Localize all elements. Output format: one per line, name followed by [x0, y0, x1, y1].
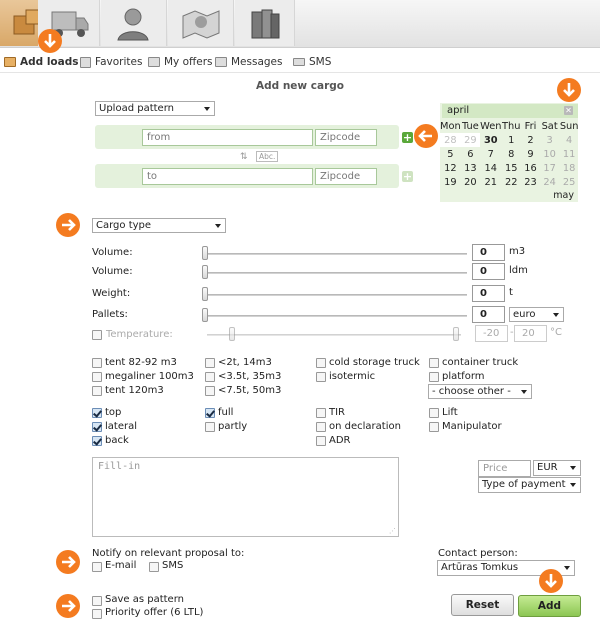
- measure-label: Weight:: [92, 288, 131, 299]
- calendar-day[interactable]: 4: [566, 134, 573, 146]
- calendar-day[interactable]: 30: [483, 134, 498, 146]
- calendar-day[interactable]: 28: [440, 133, 461, 147]
- swap-arrows-icon[interactable]: ⇅: [240, 152, 248, 162]
- calendar-day[interactable]: 21: [484, 176, 497, 188]
- loading-type-label: ADR: [329, 435, 351, 446]
- temperature-min-input[interactable]: -20: [475, 325, 508, 342]
- swap-label[interactable]: Abc.: [256, 151, 278, 162]
- calendar-day[interactable]: 11: [562, 148, 576, 160]
- nav-messages[interactable]: [215, 54, 283, 70]
- calendar-day[interactable]: 8: [508, 148, 515, 160]
- documents-icon[interactable]: [235, 0, 295, 46]
- calendar-day[interactable]: 13: [464, 162, 477, 174]
- calendar-day[interactable]: 14: [484, 162, 497, 174]
- temperature-min-knob[interactable]: [229, 327, 235, 341]
- from-zipcode-input[interactable]: Zipcode: [315, 129, 377, 146]
- loading-type-label: Lift: [442, 407, 458, 418]
- payment-type-select[interactable]: Type of payment: [478, 477, 581, 493]
- loading-type-checkbox[interactable]: [205, 422, 215, 432]
- measure-label: Pallets:: [92, 309, 128, 320]
- loading-type-checkbox[interactable]: [429, 408, 439, 418]
- calendar-day[interactable]: 17: [543, 162, 556, 174]
- calendar-weekday: Sun: [559, 120, 579, 132]
- calendar-day[interactable]: 15: [505, 162, 518, 174]
- calendar-day[interactable]: 5: [447, 148, 454, 160]
- loading-type-checkbox[interactable]: [429, 422, 439, 432]
- measure-slider-knob[interactable]: [202, 308, 208, 322]
- truck-type-checkbox[interactable]: [92, 386, 102, 396]
- loading-type-checkbox[interactable]: [316, 436, 326, 446]
- truck-type-checkbox[interactable]: [429, 358, 439, 368]
- calendar-day[interactable]: 24: [543, 176, 556, 188]
- add-button[interactable]: Add: [518, 595, 581, 617]
- inbox-icon: [215, 57, 227, 67]
- hint-arrow-left-icon: [414, 124, 438, 148]
- calendar-next-month[interactable]: may: [553, 190, 574, 201]
- truck-type-label: container truck: [442, 357, 519, 368]
- calendar-weekday: Sat: [541, 120, 558, 132]
- loading-type-label: Manipulator: [442, 421, 502, 432]
- temperature-slider-track[interactable]: [207, 334, 461, 336]
- close-icon[interactable]: ✕: [565, 106, 572, 115]
- star-icon: [80, 57, 91, 68]
- pallet-type-select[interactable]: euro: [509, 307, 564, 322]
- hint-arrow-right-icon-3: [56, 594, 80, 618]
- measure-value-input[interactable]: 0: [472, 306, 505, 323]
- add-loads-icon: [4, 57, 16, 67]
- calendar-day[interactable]: 6: [467, 148, 474, 160]
- notify-email-checkbox[interactable]: [92, 562, 102, 572]
- nav-favorites-label: Favorites: [95, 56, 143, 68]
- to-zipcode-input[interactable]: Zipcode: [315, 168, 377, 185]
- notify-email-label: E-mail: [105, 560, 137, 571]
- truck-type-checkbox[interactable]: [92, 372, 102, 382]
- truck-type-checkbox[interactable]: [92, 358, 102, 368]
- loading-type-label: partly: [218, 421, 248, 432]
- loading-type-checkbox[interactable]: [316, 408, 326, 418]
- hint-arrow-down-icon-3: [539, 569, 563, 593]
- calendar-day[interactable]: 29: [461, 133, 480, 147]
- truck-type-label: tent 120m3: [105, 385, 164, 396]
- truck-type-checkbox[interactable]: [205, 372, 215, 382]
- truck-type-checkbox[interactable]: [205, 386, 215, 396]
- measure-slider-track[interactable]: [207, 315, 467, 317]
- measure-value-input[interactable]: 0: [472, 244, 505, 261]
- user-icon[interactable]: [101, 0, 167, 46]
- loading-type-label: on declaration: [329, 421, 401, 432]
- notify-label: Notify on relevant proposal to:: [92, 548, 245, 559]
- calendar-weekday: Mon: [440, 120, 461, 132]
- save-pattern-checkbox[interactable]: [92, 596, 102, 606]
- temperature-max-input[interactable]: 20: [514, 325, 547, 342]
- loading-type-label: full: [218, 407, 234, 418]
- measure-slider-knob[interactable]: [202, 265, 208, 279]
- add-waypoint-disabled-icon: +: [402, 170, 413, 183]
- calendar-day[interactable]: 22: [505, 176, 518, 188]
- temperature-dash: -: [510, 327, 514, 338]
- calendar-day[interactable]: 18: [562, 162, 576, 174]
- calendar-day[interactable]: 9: [527, 148, 534, 160]
- calendar-day[interactable]: 3: [546, 134, 553, 146]
- top-toolbar: [0, 0, 600, 48]
- measure-value-input[interactable]: 0: [472, 263, 505, 280]
- truck-type-label: <2t, 14m3: [218, 357, 272, 368]
- truck-type-label: <3.5t, 35m3: [218, 371, 282, 382]
- calendar-weekday: Wen: [480, 120, 502, 132]
- briefcase-icon: [148, 57, 160, 67]
- nav-my-offers[interactable]: [148, 54, 213, 70]
- loading-type-checkbox[interactable]: [92, 408, 102, 418]
- save-pattern-label: Save as pattern: [105, 594, 184, 605]
- calendar-day[interactable]: 7: [487, 148, 494, 160]
- hint-arrow-right-icon: [56, 213, 80, 237]
- notify-sms-label: SMS: [162, 560, 184, 571]
- nav-sms[interactable]: [293, 54, 331, 70]
- measure-slider-track[interactable]: [207, 294, 467, 296]
- calendar-month: april: [442, 104, 578, 118]
- nav-sms-label: SMS: [309, 56, 332, 68]
- add-waypoint-icon[interactable]: +: [402, 131, 413, 144]
- truck-type-checkbox[interactable]: [205, 358, 215, 368]
- nav-messages-label: Messages: [231, 56, 283, 68]
- loading-type-checkbox[interactable]: [316, 422, 326, 432]
- truck-type-label: isotermic: [329, 371, 376, 382]
- calendar-day[interactable]: 12: [444, 162, 457, 174]
- calendar-day[interactable]: 2: [527, 134, 534, 146]
- calendar-day[interactable]: 25: [562, 176, 576, 188]
- page-title: Add new cargo: [256, 80, 344, 92]
- cargo-type-select[interactable]: Cargo type: [92, 218, 226, 233]
- measure-unit: ldm: [509, 265, 528, 276]
- calendar-day[interactable]: 19: [444, 176, 457, 188]
- measure-slider-track[interactable]: [207, 272, 467, 274]
- currency-select[interactable]: EUR: [533, 460, 581, 476]
- main-nav: [0, 49, 600, 73]
- truck-type-checkbox[interactable]: [429, 372, 439, 382]
- calendar-day[interactable]: 23: [524, 176, 537, 188]
- measure-unit: t: [509, 287, 513, 298]
- date-calendar: [440, 103, 578, 202]
- truck-type-label: megaliner 100m3: [105, 371, 194, 382]
- contact-person-label: Contact person:: [438, 548, 518, 559]
- price-input[interactable]: Price: [478, 460, 531, 477]
- hint-arrow-down-icon-2: [557, 78, 581, 102]
- nav-add-loads-label: Add loads: [20, 56, 79, 68]
- truck-type-label: tent 82-92 m3: [105, 357, 177, 368]
- loading-type-checkbox[interactable]: [92, 422, 102, 432]
- loading-type-checkbox[interactable]: [92, 436, 102, 446]
- hint-arrow-right-icon-2: [56, 550, 80, 574]
- envelope-icon: [293, 58, 305, 66]
- calendar-day[interactable]: 20: [464, 176, 477, 188]
- truck-type-label: platform: [442, 371, 485, 382]
- choose-other-select[interactable]: - choose other -: [428, 384, 532, 399]
- calendar-day[interactable]: 10: [543, 148, 556, 160]
- temperature-unit: °C: [550, 327, 562, 338]
- measure-unit: m3: [509, 246, 526, 257]
- loading-type-label: lateral: [105, 421, 137, 432]
- to-input[interactable]: to: [142, 168, 313, 185]
- map-icon[interactable]: [168, 0, 234, 46]
- truck-type-label: cold storage truck: [329, 357, 420, 368]
- loading-type-label: top: [105, 407, 122, 418]
- measure-value-input[interactable]: 0: [472, 285, 505, 302]
- loading-type-checkbox[interactable]: [205, 408, 215, 418]
- notify-sms-checkbox[interactable]: [149, 562, 159, 572]
- truck-type-checkbox[interactable]: [316, 372, 326, 382]
- resize-handle-icon[interactable]: ⋰: [389, 527, 396, 535]
- measure-slider-knob[interactable]: [202, 287, 208, 301]
- calendar-weekday: Fri: [524, 120, 537, 132]
- loading-type-label: back: [105, 435, 129, 446]
- calendar-day[interactable]: 16: [524, 162, 537, 174]
- reset-button[interactable]: Reset: [451, 594, 514, 616]
- upload-pattern-select[interactable]: Upload pattern: [95, 101, 215, 116]
- contact-person-select[interactable]: Artūras Tomkus: [437, 560, 575, 576]
- calendar-weekday: Tue: [462, 120, 479, 132]
- temperature-max-knob[interactable]: [453, 327, 459, 341]
- temperature-label: Temperature:: [106, 329, 173, 340]
- measure-label: Volume:: [92, 266, 133, 277]
- truck-type-checkbox[interactable]: [316, 358, 326, 368]
- nav-add-loads[interactable]: [4, 54, 78, 70]
- calendar-weekday: Thu: [502, 120, 521, 132]
- from-input[interactable]: from: [142, 129, 313, 146]
- loading-type-label: TIR: [329, 407, 346, 418]
- measure-slider-track[interactable]: [207, 253, 467, 255]
- priority-offer-label: Priority offer (6 LTL): [105, 607, 204, 618]
- temperature-checkbox[interactable]: [92, 330, 102, 340]
- priority-offer-checkbox[interactable]: [92, 609, 102, 619]
- measure-slider-knob[interactable]: [202, 246, 208, 260]
- calendar-grid: [440, 119, 579, 189]
- nav-my-offers-label: My offers: [164, 56, 213, 68]
- nav-favorites[interactable]: [80, 54, 142, 70]
- calendar-day[interactable]: 1: [508, 134, 515, 146]
- truck-type-label: <7.5t, 50m3: [218, 385, 282, 396]
- measure-label: Volume:: [92, 247, 133, 258]
- fill-in-textarea[interactable]: Fill-in: [92, 457, 399, 537]
